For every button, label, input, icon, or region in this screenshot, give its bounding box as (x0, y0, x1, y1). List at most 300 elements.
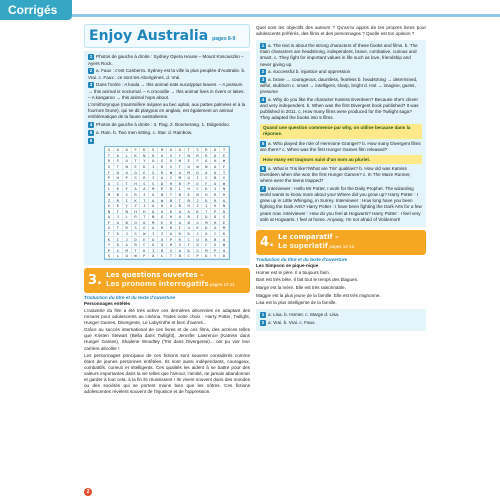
grid-letter: F (105, 170, 114, 176)
grid-letter: C (185, 253, 194, 259)
grid-letter: O (149, 242, 158, 248)
grid-letter: Y (211, 253, 220, 259)
section4-subtitle: Traduction du titre et du texte d'ouverture (256, 256, 348, 262)
grid-letter: B (132, 242, 141, 248)
paragraph: Lisa est la plus intelligente de la famille. (256, 300, 337, 306)
grid-letter: Z (105, 198, 114, 204)
grid-letter: R (211, 198, 220, 204)
grid-letter: N (140, 153, 149, 159)
grid-letter: B (114, 192, 123, 198)
grid-letter: A (167, 147, 176, 153)
grid-letter: K (211, 203, 220, 209)
grid-letter: B (176, 203, 185, 209)
grid-letter: T (185, 242, 194, 248)
grid-letter: X (114, 248, 123, 254)
grid-letter: T (167, 192, 176, 198)
grid-letter: R (167, 220, 176, 226)
grid-letter: E (220, 153, 229, 159)
grid-letter: D (220, 209, 229, 215)
section3-body (84, 308, 250, 396)
grid-letter: I (149, 231, 158, 237)
grid-letter: I (194, 175, 203, 181)
grid-letter: S (167, 164, 176, 170)
grid-letter: S (158, 158, 167, 164)
grid-letter: O (167, 158, 176, 164)
grid-letter: D (167, 186, 176, 192)
grid-letter: I (149, 175, 158, 181)
grid-letter: R (105, 158, 114, 164)
grid-letter: D (211, 214, 220, 220)
grid-letter: S (176, 242, 185, 248)
section3-subtitle: Traduction du titre et du texte d'ouverture (84, 294, 176, 300)
answer-item: 3 Dans l'ordre : A koala → this animal eats eucalyptus leaves. – A possum → this animal is nocturnal. – A crocodile → this animal lives in rivers or lakes. – A kangaroo → this animal hops about. (88, 82, 245, 100)
grid-letter: U (211, 164, 220, 170)
grid-letter: I (140, 203, 149, 209)
answer-item: 1 Photos de gauche à droite : Sydney Opera House – Mount Kosciuszko – Ayers Rock. (88, 54, 244, 66)
tip-box-why: Quand une question commence par why, on utilise because dans la réponse. (260, 124, 422, 139)
grid-letter: R (194, 153, 203, 159)
grid-letter: S (105, 253, 114, 259)
grid-letter: P (105, 175, 114, 181)
grid-letter: W (220, 242, 229, 248)
tip-box-how-many: How many est toujours suivi d'un nom au pluriel. (260, 155, 422, 164)
grid-letter: J (123, 231, 132, 237)
answer-item: 2 a. successful b. injustice and oppression (261, 69, 351, 75)
grid-letter: N (185, 153, 194, 159)
grid-letter: I (149, 248, 158, 254)
grid-letter: T (202, 209, 211, 215)
grid-letter: I (202, 203, 211, 209)
answer-item: 1 a. Lisa. b. Homer. c. Marge d. Lisa. (261, 312, 340, 318)
grid-letter: K (114, 186, 123, 192)
grid-letter: C (194, 186, 203, 192)
grid-letter: S (140, 181, 149, 187)
grid-letter: S (149, 181, 158, 187)
grid-letter: O (123, 170, 132, 176)
grid-letter: K (140, 248, 149, 254)
grid-letter: Z (132, 203, 141, 209)
section3-pages: pages 10-11 (209, 282, 235, 288)
grid-letter: R (158, 170, 167, 176)
grid-letter: J (194, 198, 203, 204)
grid-letter: S (202, 175, 211, 181)
grid-letter: K (194, 209, 203, 215)
grid-letter: R (132, 214, 141, 220)
grid-letter: T (220, 170, 229, 176)
grid-letter: J (140, 192, 149, 198)
grid-letter: A (176, 170, 185, 176)
grid-letter: H (167, 181, 176, 187)
grid-letter: Y (105, 242, 114, 248)
grid-letter: O (149, 158, 158, 164)
grid-letter: M (105, 192, 114, 198)
grid-letter: P (123, 175, 132, 181)
grid-letter: B (211, 175, 220, 181)
grid-letter: F (123, 186, 132, 192)
section2-answers (256, 40, 426, 227)
grid-letter: O (185, 164, 194, 170)
grid-letter: E (140, 170, 149, 176)
paragraph: L'industrie du film a été très active ces dernières décennies en adaptant des romans pour adolescents au cinéma. Faites votre choix : Harry Potter, Twilight, Hunger Games, Divergente, Le Labyrinthe et bien d'autres... (84, 307, 250, 325)
grid-letter: B (123, 220, 132, 226)
grid-letter: C (211, 231, 220, 237)
section4-header (256, 230, 426, 254)
grid-letter: N (158, 192, 167, 198)
grid-letter: R (202, 153, 211, 159)
section1-answers (84, 51, 250, 265)
answer-item: 4 Photos de gauche à droite : 3. Flag. 2. Boomerang. 1. Didgeridoo. (89, 122, 231, 128)
grid-letter: H (132, 209, 141, 215)
grid-letter: M (220, 225, 229, 231)
grid-letter: H (167, 214, 176, 220)
grid-letter: K (132, 198, 141, 204)
section4-answers (256, 309, 426, 331)
grid-letter: T (140, 214, 149, 220)
grid-letter: K (220, 231, 229, 237)
grid-letter: H (185, 203, 194, 209)
grid-letter: R (158, 164, 167, 170)
grid-letter: F (202, 181, 211, 187)
grid-letter: S (211, 242, 220, 248)
grid-letter: C (185, 237, 194, 243)
grid-letter: Q (211, 153, 220, 159)
grid-letter: A (123, 242, 132, 248)
grid-letter: E (114, 203, 123, 209)
answer-item: 6 (89, 137, 93, 143)
grid-letter: T (114, 225, 123, 231)
grid-letter: P (140, 253, 149, 259)
grid-letter: E (194, 181, 203, 187)
grid-letter: T (114, 209, 123, 215)
grid-letter: N (185, 220, 194, 226)
grid-letter: B (185, 214, 194, 220)
grid-letter: M (123, 248, 132, 254)
section4-title1: Le comparatif – (277, 233, 339, 242)
grid-letter: E (194, 225, 203, 231)
answer-item: 5 a. Who played the role of Hermione Granger? b. How many Divergent films are there? c. When was the first Hunger Games film released? (260, 140, 421, 152)
answer-item: 1 a. The text is about the strong characters of these books and films. b. The main characters are headstrong, independent, brave, combative, curious and smart. c. They fight for important values in life such as love, friendship and never giving up. (260, 43, 418, 67)
grid-letter: O (149, 237, 158, 243)
grid-letter: A (105, 214, 114, 220)
grid-letter: G (220, 214, 229, 220)
grid-letter: E (185, 192, 194, 198)
grid-letter: Q (114, 242, 123, 248)
answer-item: 2 a. Faux : c'est Canberra. Sydney est la ville la plus peuplée d'Australie. b. Vrai. c. Faux : ce sont les Aborigènes. d. Vrai. (88, 68, 246, 80)
grid-letter: A (185, 209, 194, 215)
grid-letter: O (123, 147, 132, 153)
grid-letter: L (105, 186, 114, 192)
grid-letter: S (167, 153, 176, 159)
grid-letter: I (194, 214, 203, 220)
answer-item: 3 a. brave → courageous, dauntless, fearless b. headstrong → determined, wilful, stubborn c. smart → intelligent, sharp, bright d. Hot → imagine, guess, presume (260, 77, 418, 95)
grid-letter: B (185, 198, 194, 204)
grid-letter: U (194, 237, 203, 243)
grid-letter: U (185, 175, 194, 181)
grid-letter: A (158, 175, 167, 181)
section-enjoy-australia-title (84, 24, 250, 48)
section-title: Enjoy Australia (89, 28, 209, 44)
grid-letter: D (202, 214, 211, 220)
grid-letter: J (194, 231, 203, 237)
grid-letter: E (220, 220, 229, 226)
grid-letter: T (132, 248, 141, 254)
grid-letter: S (114, 158, 123, 164)
grid-letter: A (132, 186, 141, 192)
grid-letter: I (123, 198, 132, 204)
grid-letter: P (194, 253, 203, 259)
grid-letter: W (132, 253, 141, 259)
grid-letter: D (202, 253, 211, 259)
grid-letter: B (211, 237, 220, 243)
grid-letter: D (132, 237, 141, 243)
page-number: 2 (84, 488, 92, 496)
grid-letter: H (158, 248, 167, 254)
grid-letter: G (140, 225, 149, 231)
grid-letter: D (114, 231, 123, 237)
section4-number: 4. (260, 234, 274, 250)
section4-pages: pages 12-13 (329, 244, 355, 250)
answer-item: 4 a. Why do you like the character Katniss Everdeen? Because she's clever and very independent. b. When was the first Divergent book published? It was published in 2011. c. How many films were produced for the Twilight saga? They adapted the books into 5 films. (260, 97, 419, 121)
grid-letter: D (140, 164, 149, 170)
grid-letter: E (132, 164, 141, 170)
grid-letter: N (202, 164, 211, 170)
grid-letter: N (149, 214, 158, 220)
grid-letter: P (211, 209, 220, 215)
grid-letter: G (194, 220, 203, 226)
grid-letter: O (220, 237, 229, 243)
grid-letter: U (211, 147, 220, 153)
grid-letter: L (176, 186, 185, 192)
grid-letter: S (132, 175, 141, 181)
grid-letter: B (167, 198, 176, 204)
grid-letter: E (105, 203, 114, 209)
grid-letter: D (202, 198, 211, 204)
grid-letter: Z (158, 231, 167, 237)
grid-letter: D (202, 225, 211, 231)
grid-letter: C (140, 242, 149, 248)
grid-letter: U (123, 158, 132, 164)
grid-letter: D (114, 170, 123, 176)
grid-letter: H (220, 192, 229, 198)
right-intro: Quel sont les objectifs des auteurs ? Qu'as-tu appris de tes propres livres pour adolescents préférés, des films et des personnages ? Quelle est ton opinion ? (256, 25, 426, 37)
paragraph: Marge est la mère. Elle est très raisonnable. (256, 284, 346, 290)
grid-letter: W (220, 181, 229, 187)
grid-letter: A (140, 186, 149, 192)
grid-letter: R (167, 225, 176, 231)
grid-letter: R (202, 147, 211, 153)
grid-letter: W (194, 164, 203, 170)
grid-letter: H (211, 158, 220, 164)
grid-letter: T (140, 198, 149, 204)
grid-letter: S (149, 170, 158, 176)
grid-letter: K (105, 237, 114, 243)
grid-letter: M (149, 186, 158, 192)
section3-number: 3. (88, 272, 102, 288)
grid-letter: A (149, 203, 158, 209)
section3-heading: Personnages entêtés (84, 300, 131, 306)
grid-letter: A (114, 153, 123, 159)
grid-letter: D (158, 181, 167, 187)
grid-letter: M (202, 220, 211, 226)
grid-letter: M (176, 175, 185, 181)
grid-letter: D (185, 248, 194, 254)
grid-letter: O (114, 147, 123, 153)
grid-letter: M (185, 170, 194, 176)
grid-letter: R (123, 225, 132, 231)
grid-letter: T (105, 231, 114, 237)
grid-letter: I (176, 225, 185, 231)
grid-letter: A (176, 220, 185, 226)
answer-item: 6 a. What is Tris like?/What are Tris' qualities? b. How old was Katniss Everdeen when she won the first Hunger Games? c. In The Maze Runner, where were the teens trapped? (260, 166, 411, 184)
paragraph: Grâce au succès international de ces livres et de ces films, des actrices telles que Kristen Stewart (Bella dans Twilight), Jennifer Lawrence (Katniss dans Hunger Games), Shailene Woodley (Tris dans Divergente)... ont pu voir leur carrière décoller ! (84, 327, 250, 351)
grid-letter: L (158, 253, 167, 259)
grid-letter: H (185, 186, 194, 192)
grid-letter: D (220, 253, 229, 259)
section4-heading: Les Simpson se pique-nique (256, 262, 319, 268)
grid-letter: G (105, 147, 114, 153)
section-pages: pages 8-9 (212, 36, 236, 42)
grid-letter: O (158, 237, 167, 243)
grid-letter: G (194, 248, 203, 254)
grid-letter: A (202, 170, 211, 176)
grid-letter: A (149, 225, 158, 231)
grid-letter: J (123, 237, 132, 243)
grid-letter: H (202, 192, 211, 198)
grid-letter: N (220, 186, 229, 192)
grid-letter: P (105, 248, 114, 254)
grid-letter: I (149, 164, 158, 170)
grid-letter: E (158, 220, 167, 226)
grid-letter: U (185, 225, 194, 231)
answer-item: 7 Interviewer : Hello Mr Potter, I work for the Daily Prophet. The wizarding world wants to know more about you! Where did you grow up? Harry Potter : I grew up in Little Whinging, in Surrey. Interviewer : How long have you been fighting the Dark Arts? Harry Potter : I have been fighting the Dark Arts for a few years now. Interviewer : How do you feel at Hogwarts? Harry Potter : I feel very safe at Hogwarts. I feel at home. Anyway, I'm not afraid of Voldemort! (260, 186, 422, 222)
grid-letter: R (176, 231, 185, 237)
corriges-tab: Corrigés (0, 0, 72, 20)
grid-letter: S (105, 225, 114, 231)
grid-letter: M (149, 220, 158, 226)
grid-letter: Y (123, 203, 132, 209)
paragraph: Bart est très bête. Il fait tout le temps des blagues. (256, 277, 359, 283)
grid-letter: C (202, 242, 211, 248)
left-column (84, 24, 250, 492)
grid-letter: E (140, 237, 149, 243)
grid-letter: A (149, 253, 158, 259)
word-search-grid (104, 146, 230, 260)
grid-letter: H (167, 242, 176, 248)
section3-title2: Les pronoms interrogatifs (105, 280, 209, 289)
grid-letter: C (114, 181, 123, 187)
grid-letter: S (132, 231, 141, 237)
grid-letter: T (114, 164, 123, 170)
paragraph: Maggie est la plus jeune de la famille. Elle est très mignonne. (256, 292, 381, 298)
grid-letter: A (211, 225, 220, 231)
grid-letter: T (123, 181, 132, 187)
grid-letter: Y (176, 153, 185, 159)
grid-letter: W (158, 198, 167, 204)
grid-letter: D (185, 231, 194, 237)
grid-letter: J (114, 214, 123, 220)
grid-letter: N (194, 192, 203, 198)
grid-letter: T (176, 164, 185, 170)
grid-letter: F (194, 158, 203, 164)
answer-item: 5 a. Rain. b. Two men sitting. c. Star. d. Rainbow. (89, 130, 193, 136)
answer-item: 2 a. Vrai. b. Vrai. c. Faux. (261, 320, 316, 326)
grid-letter: R (132, 192, 141, 198)
grid-letter: O (158, 203, 167, 209)
grid-letter: T (132, 158, 141, 164)
grid-letter: F (132, 147, 141, 153)
grid-letter: H (211, 220, 220, 226)
grid-letter: O (211, 181, 220, 187)
grid-letter: O (140, 220, 149, 226)
section3-header (84, 268, 250, 292)
grid-letter: W (140, 231, 149, 237)
grid-letter: G (167, 203, 176, 209)
grid-letter: H (149, 153, 158, 159)
section4-title2: Le superlatif (277, 242, 328, 251)
grid-letter: B (176, 192, 185, 198)
grid-letter: K (167, 209, 176, 215)
grid-letter: B (202, 237, 211, 243)
right-column (256, 24, 426, 492)
grid-letter: S (123, 192, 132, 198)
grid-letter: N (220, 203, 229, 209)
grid-letter: D (194, 170, 203, 176)
grid-letter: G (158, 214, 167, 220)
answer-note: L'ornithorynque (mammifère ovipare au bec aplati, aux pattes palmées et à la fourrure brune), qui se dit platypus en anglais, est également un animal emblématique de la faune australienne. (88, 102, 246, 120)
grid-letter: S (149, 147, 158, 153)
grid-letter: O (132, 220, 141, 226)
grid-letter: K (132, 153, 141, 159)
grid-letter: N (123, 164, 132, 170)
grid-letter: F (105, 220, 114, 226)
paragraph: Les personnages principaux de ces fictions sont souvent considérés comme étant de jeunes personnes entêtées. Ils sont aussi indépendants, courageux, combattifs, curieux et intelligents. Ces qualités les aident à se battre pour des valeurs importantes dans la vie telles que l'amour, l'amitié, ne jamais abandonner et garder à tout cela, à la fin ils réussissent ! Ils vivent souvent dans des mondes ou des sociétés qui se portent moins bien que les nôtres. Ces fictions adolescentes révèlent souvent de l'injustice et de l'oppression. (84, 353, 250, 395)
grid-letter: P (185, 181, 194, 187)
grid-letter: A (105, 181, 114, 187)
grid-letter: Q (158, 242, 167, 248)
grid-letter: R (114, 198, 123, 204)
grid-letter: V (167, 248, 176, 254)
grid-letter: R (211, 192, 220, 198)
grid-letter: U (176, 214, 185, 220)
grid-letter: R (176, 237, 185, 243)
grid-letter: A (202, 231, 211, 237)
grid-letter: U (114, 220, 123, 226)
grid-letter: Q (132, 170, 141, 176)
grid-letter: U (176, 209, 185, 215)
grid-letter: O (176, 147, 185, 153)
grid-letter: H (158, 147, 167, 153)
section3-title1: Les questions ouvertes – (105, 271, 204, 280)
grid-letter: B (176, 181, 185, 187)
grid-letter: O (220, 248, 229, 254)
paragraph: Homer est le père. Il a toujours faim. (256, 269, 331, 275)
grid-letter: T (105, 153, 114, 159)
grid-letter: B (176, 253, 185, 259)
grid-letter: A (167, 231, 176, 237)
section4-body (256, 270, 426, 306)
grid-letter: I (114, 237, 123, 243)
top-rule (72, 14, 500, 17)
grid-letter: A (158, 209, 167, 215)
grid-letter: C (167, 175, 176, 181)
grid-letter: F (220, 164, 229, 170)
grid-letter: W (220, 158, 229, 164)
grid-letter: M (202, 248, 211, 254)
grid-letter: A (220, 198, 229, 204)
grid-letter: P (211, 248, 220, 254)
grid-letter: S (220, 175, 229, 181)
grid-letter: H (132, 181, 141, 187)
